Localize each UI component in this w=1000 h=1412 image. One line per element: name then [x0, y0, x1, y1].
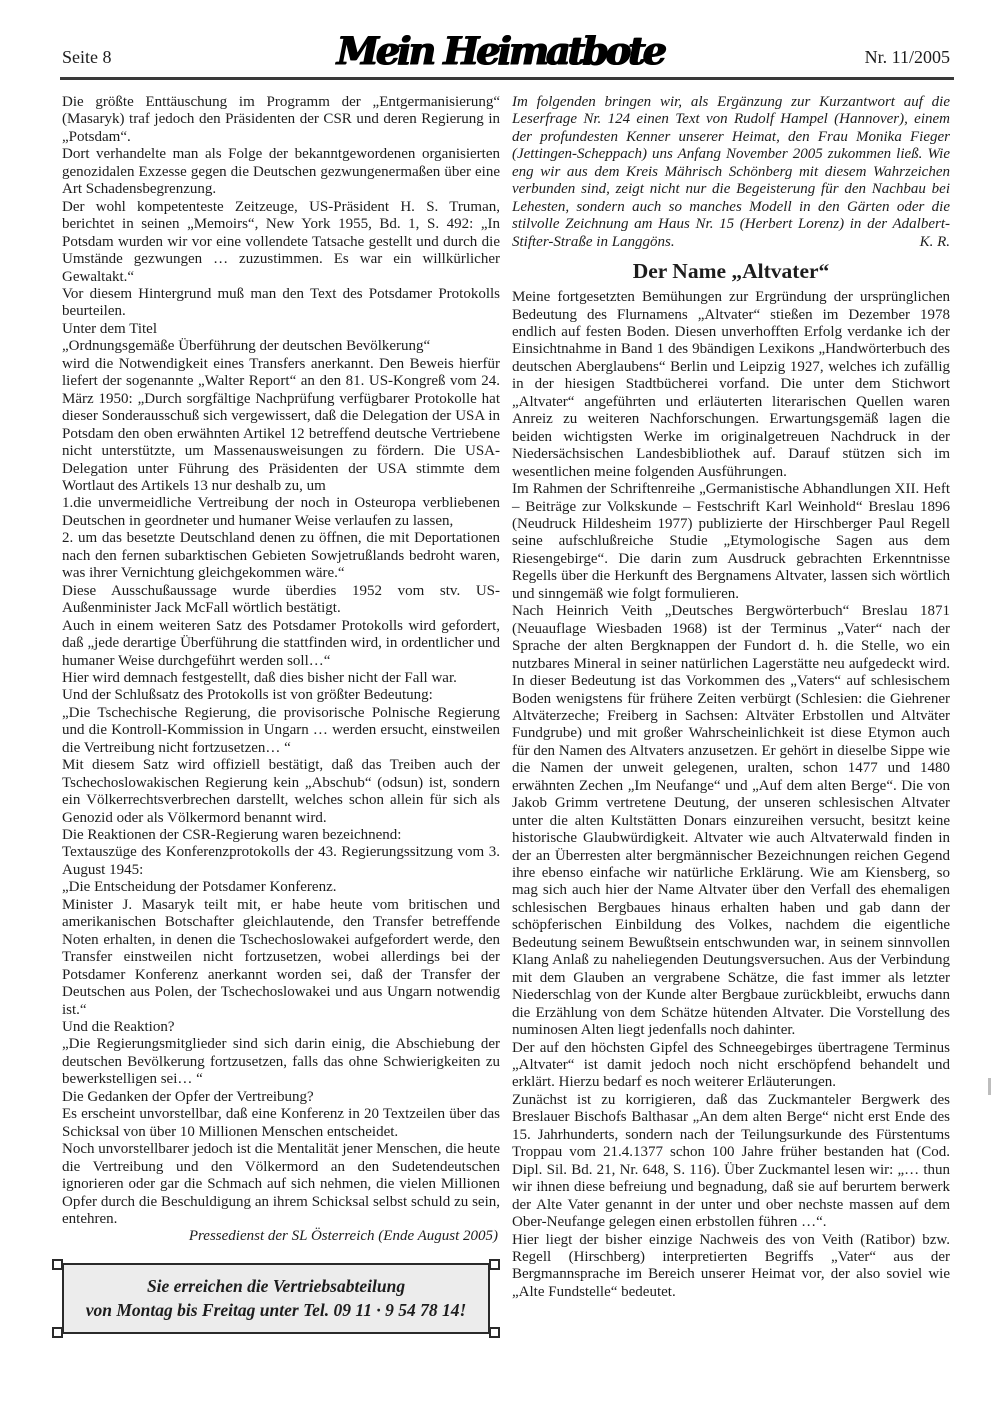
contact-box-line-2: von Montag bis Freitag unter Tel. 09 11 · 9 54 78 14! — [85, 1299, 467, 1320]
contact-box-line-1: Sie erreichen die Vertriebsabteilung — [146, 1275, 406, 1296]
body-paragraph: Der wohl kompetenteste Zeitzeuge, US-Präsident H. S. Truman, berichtet in seinen „Memoirs“, New York 1955, Bd. 1, S. 492: „In Potsdam wurden wir vor eine vollendete Tatsache gestellt und durch die Umstände gezwungen … zuzustimmen. Es war ein willkürlicher Gewaltakt.“ — [62, 198, 500, 285]
body-paragraph: Der auf den höchsten Gipfel des Schneegebirges übertragene Terminus „Altvater“ ist damit jedoch noch nicht erschöpfend behandelt und erklärt. Hierzu bedarf es noch weiterer Erläuterungen. — [512, 1039, 950, 1091]
corner-ornament-icon — [489, 1259, 500, 1270]
intro-signature: K. R. — [919, 233, 950, 250]
body-paragraph: Nach Heinrich Veith „Deutsches Bergwörterbuch“ Breslau 1871 (Neuauflage Wiesbaden 1968) ist der Terminus „Vater“ nach der Sprache der alten Bergknappen der Fundort d. h. die Stelle, wo ein nutzbares Mineral in seiner natürlichen Lagerstätte neu aufgedeckt wird. In dieser Bedeutung ist das Vorkommen des „Vaters“ auf schlesischem Boden wenigstens für frühere Zeiten verbürgt (Schlesien: die Giehrener Altväterzeche; Freiberg in Sachsen: Altväter Erbstollen und Altväter Fundgrube) und mit großer Wahrscheinlichkeit ist diese Etymon auch für den Namen des Altvaters anzusetzen. Er gehört in dieselbe Sippe wie die Namen der unweit gelegenen, uralten, schon 1477 und 1480 erwähnten Zechen „Im Neufange“ und „Auf dem alten Berge“. Die von Jakob Grimm vertretene Deutung, der unseren schlesischen Altvater unter die alten Kultstätten Donars einzureihen versucht, besitzt keine historische Glaubwürdigkeit. Altvater wie auch Altvaterwald finden in der an Überresten alter bergmännischer Bezeichnungen reichen Gegend ihre ebenso einfache wir natürliche Erklärung. Wie am Kiensberg, so mag sich auch hier der Name Altvater über den Verfall des ehemaligen schlesischen Bergbaues hinaus erhalten haben und gab dann der schöpferischen Einbildung des Volkes, nachdem die eigentliche Bedeutung seinem Bewußtsein entschwunden war, in seinem sinnvollen Klang Anlaß zu naheliegenden Deutungsversuchen. Aus der Verbindung mit dem Glauben an vergrabene Schätze, die fast immer als letzter Niederschlag von der Kunde alter Bergbaue zurückbleibt, erwuchs dann die Erzählung von dem Schätze hütenden Altvater. Die Vorstellung des numinosen Alten liegt jedenfalls noch dahinter. — [512, 603, 950, 1039]
body-paragraph: „Die Regierungsmitglieder sind sich darin einig, die Abschiebung der deutschen Bevölkerung fortzusetzen, falls das ohne Schwierigkeiten zu bewerkstelligen sei… “ — [62, 1036, 500, 1088]
header-rule — [60, 77, 954, 80]
body-paragraph: Unter dem Titel — [62, 320, 158, 337]
intro-paragraph — [512, 94, 950, 251]
page-number: Seite 8 — [62, 47, 112, 67]
body-paragraph: Und die Reaktion? — [62, 1019, 175, 1036]
body-paragraph: Textauszüge des Konferenzprotokolls der 43. Regierungssitzung vom 3. August 1945: — [62, 844, 500, 878]
body-paragraph: Zunächst ist zu korrigieren, daß das Zuckmanteler Bergwerk des Breslauer Bischofs Balthasar „An dem alten Berge“ nicht erst Ende des 15. Jahrhunderts, sondern nach der Teilungsurkunde des Fürstentums Troppau vom 21.4.1377 schon 100 Jahre früher bestanden hat (Cod. Dipl. Sil. Bd. 21, Nr. 648, S. 116). Über Zuckmantel lesen wir: „… thun wir ihnen diese befreiung und begnadung, daß sie auf berurtem berwerk der Alte Vater genannt in der unter und ober nechste massen auf dem Ober-Neufange gelegen einen erbstollen führen …“. — [512, 1091, 950, 1231]
body-paragraph: wird die Notwendigkeit eines Transfers anerkannt. Den Beweis hierfür liefert der sogenannte „Walter Report“ an den 81. US-Kongreß vom 24. März 1950: „Durch sorgfältige Nachprüfung verfügbarer Protokolle hat dieser Sonderausschuß sich vergewissert, daß die Delegation der USA in Potsdam den oben erwähnten Artikel 12 betreffend deutsche Vertriebene nicht unterstützte, um Massenausweisungen zu fördern. Die USA-Delegation unter Führung des Präsidenten der USA stimmte dem Wortlaut des Artikels 13 nur deshalb zu, um — [62, 355, 500, 494]
body-paragraph: „Ordnungsgemäße Überführung der deutschen Bevölkerung“ — [62, 338, 431, 355]
body-paragraph: Es erscheint unvorstellbar, daß eine Konferenz in 20 Textzeilen über das Schicksal von über 10 Millionen Menschen entscheidet. — [62, 1106, 500, 1140]
corner-ornament-icon — [52, 1259, 63, 1270]
body-paragraph: Und der Schlußsatz des Protokolls ist von größter Bedeutung: — [62, 687, 433, 704]
body-paragraph: Die größte Enttäuschung im Programm der „Entgermanisierung“ (Masaryk) traf jedoch den Präsidenten der CSR und deren Regierung in „Potsdam“. — [62, 94, 500, 145]
right-column — [512, 94, 950, 1301]
contact-box — [62, 1263, 490, 1334]
press-byline: Pressedienst der SL Österreich (Ende August 2005) — [188, 1228, 498, 1245]
corner-ornament-icon — [52, 1327, 63, 1338]
body-paragraph: Noch unvorstellbarer jedoch ist die Mentalität jener Menschen, die heute die Vertreibung und den Völkermord an den Sudetendeutschen ignorieren oder gar die Schmach auf sich nehmen, die vielen Millionen Opfer durch die Beschuldigung an ihrem Schicksal selbst schuld zu sein, entehren. — [62, 1141, 500, 1227]
body-paragraph: Hier wird demnach festgestellt, daß dies bisher nicht der Fall war. — [62, 669, 457, 686]
body-paragraph: Hier liegt der bisher einzige Nachweis des von Veith (Ratibor) bzw. Regell (Hirschberg) interpretierten Begriffs „Vater“ aus der Bergmannsprache im Bereich unserer Heimat vor, der also soviel wie „Alte Fundstelle“ bedeutet. — [512, 1231, 950, 1300]
issue-number: Nr. 11/2005 — [864, 47, 950, 67]
body-paragraph: Minister J. Masaryk teilt mit, er habe heute vom britischen und amerikanischen Botschafter gleichlautende, den Transfer betreffende Noten erhalten, in denen die Tschechoslowakei aufgefordert werde, den Transfer einstweilen nicht fortzusetzen, wobei allerdings bei der Potsdamer Konferenz anerkannt worden sei, daß der Transfer der Deutschen aus Polen, der Tschechoslowakei und aus Ungarn notwendig ist.“ — [62, 896, 500, 1018]
body-paragraph: Dort verhandelte man als Folge der bekanntgewordenen organisierten genozidalen Exzesse gegen die Deutschen gezwungenermaßen über eine Art Schadensbegrenzung. — [62, 146, 500, 198]
body-paragraph: Die Reaktionen der CSR-Regierung waren bezeichnend: — [62, 827, 402, 844]
body-paragraph: 2. um das besetzte Deutschland denen zu öffnen, die mit Deportationen nach den fernen subarktischen Gebieten Sowjetrußlands bedroht waren, was ihrer Vernichtung gleichgekommen wäre.“ — [62, 530, 500, 582]
body-paragraph: Die Gedanken der Opfer der Vertreibung? — [62, 1088, 314, 1105]
body-paragraph: Vor diesem Hintergrund muß man den Text des Potsdamer Protokolls beurteilen. — [62, 285, 500, 320]
body-paragraph: 1.die unvermeidliche Vertreibung der noch in Osteuropa verbliebenen Deutschen in geordneter und humaner Weise verlaufen zu lassen, — [62, 495, 500, 529]
body-paragraph: „Die Tschechische Regierung, die provisorische Polnische Regierung und die Kontroll-Kommission in Ungarn … werden ersucht, einstweilen die Vertreibung nicht fortzusetzen… “ — [62, 704, 500, 756]
article-title: Der Name „Altvater“ — [632, 259, 830, 284]
body-paragraph: Diese Ausschußaussage wurde überdies 1952 vom stv. US-Außenminister Jack McFall wörtlich bestätigt. — [62, 582, 500, 617]
body-paragraph: Auch in einem weiteren Satz des Potsdamer Protokolls wird gefordert, daß „jede derartige Überführung die stattfinden wird, in ordentlicher und humaner Weise durchgeführt werden soll…“ — [62, 617, 500, 669]
corner-ornament-icon — [489, 1327, 500, 1338]
intro-text: Im folgenden bringen wir, als Ergänzung zur Kurzantwort auf die Leserfrage Nr. 124 einen Text von Rudolf Hampel (Hannover), einem der profundesten Kenner unserer Heimat, den Frau Monika Fieger (Jettingen-Scheppach) uns Anfang November 2005 zukommen ließ. Wie eng wir aus dem Kreis Mährisch Schönberg mit diesem Wahrzeichen verbunden sind, zeigt nicht nur die Begeisterung für den Nachbau bei Lehesten, sondern auch so manches Modell in den Gärten oder die stilvolle Zeichnung am Haus Nr. 15 (Herbert Lorenz) in der Adalbert-Stifter-Straße in Langgöns. — [512, 94, 950, 250]
body-paragraph: Mit diesem Satz wird offiziell bestätigt, daß das Treiben auch der Tschechoslowakischen Regierung kein „Abschub“ (odsun) ist, sondern ein Völkerrechtsverbrechen darstellt, welches schon allein für sich als Genozid oder als Völkermord benannt wird. — [62, 757, 500, 826]
body-paragraph: Meine fortgesetzten Bemühungen zur Ergründung der ursprünglichen Bedeutung des Flurnamens „Altvater“ stießen im Dezember 1978 endlich auf festen Boden. Diesen unverhofften Erfolg verdanke ich der Einsichtnahme in Band 1 des 9bändigen Lexikons „Handwörterbuch des deutschen Aberglaubens“ Berlin und Leipzig 1927, welches ich zufällig in der hiesigen Stadtbücherei vorfand. Die unter dem Stichwort „Altvater“ angeführten und erläuterten literarischen Quellen waren Anreiz zu weiteren Nachforschungen. Erwartungsgemäß lagen die beiden wichtigsten Werke im originalgetreuen Nachdruck in der Niedersächsischen Landesbibliothek auf. Darauf stützen sich im wesentlichen meine folgenden Ausführungen. — [512, 289, 950, 480]
scan-artifact — [988, 1078, 991, 1095]
left-column — [62, 94, 500, 1334]
body-paragraph: Im Rahmen der Schriftenreihe „Germanistische Abhandlungen XII. Heft – Beiträge zur Volkskunde – Festschrift Karl Weinhold“ Breslau 1896 (Neudruck Hildesheim 1977) publizierte der Hirschberger Paul Regell seine aufschlußreiche Studie „Etymologische Sagen aus dem Riesengebirge“. Die darin zum Ausdruck gebrachten Erkenntnisse Regells über die Herkunft des Bergnamens Altvater, lassen sich wörtlich und sinngemäß wie folgt formulieren. — [512, 481, 950, 602]
body-paragraph: „Die Entscheidung der Potsdamer Konferenz. — [62, 879, 337, 896]
masthead-title: Mein Heimatbote — [336, 28, 664, 73]
